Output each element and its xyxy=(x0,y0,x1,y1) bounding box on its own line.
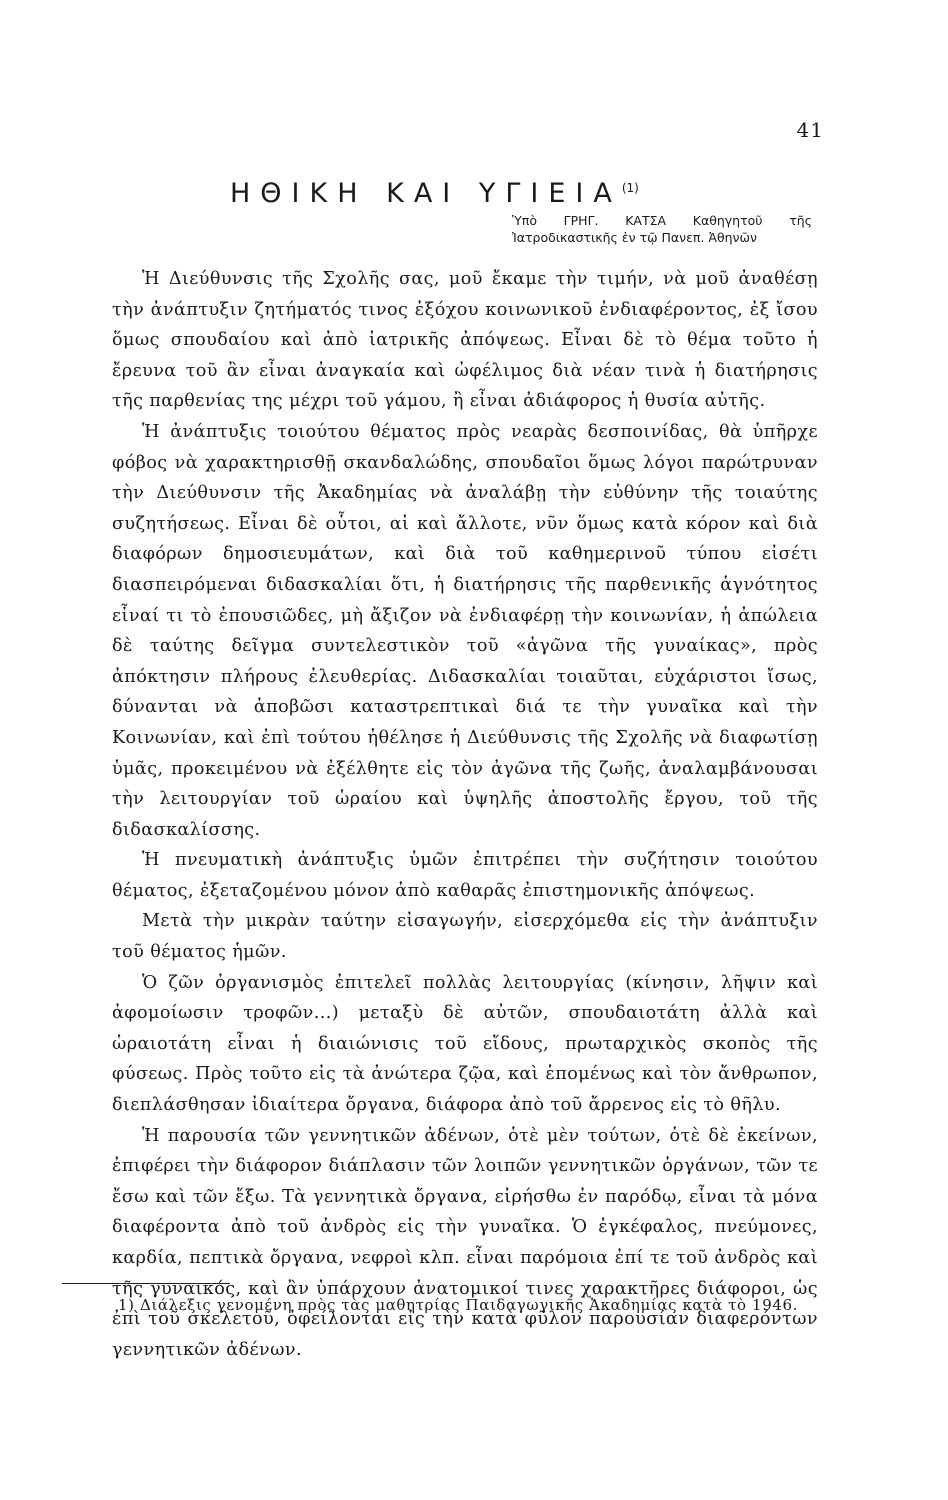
paragraph: Ἡ Διεύθυνσις τῆς Σχολῆς σας, μοῦ ἔκαμε τὴν τιμήν, νὰ μοῦ ἀναθέσῃ τὴν ἀνάπτυξιν ζητήματός τινος ἐξόχου κοινωνικοῦ ἐνδιαφέροντος, ἐξ ἴσου ὅμως σπουδαίου καὶ ἀπὸ ἰατρικῆς ἀπόψεως. Εἶναι δὲ τὸ θέμα τοῦτο ἡ ἔρευνα τοῦ ἂν εἶναι ἀναγκαία καὶ ὠφέλιμος διὰ νέαν τινὰ ἡ διατήρησις τῆς παρθενίας της μέχρι τοῦ γάμου, ἢ εἶναι ἀδιάφορος ἡ θυσία αὐτῆς. xyxy=(112,269,818,412)
author-byline: Ὑπὸ ΓΡΗΓ. ΚΑΤΣΑ Καθηγητοῦ τῆς Ἰατροδικαστικῆς ἐν τῷ Πανεπ. Ἀθηνῶν xyxy=(512,213,812,245)
footnote: 1) Διάλεξις γενομένη πρὸς τὰς μαθητρίας Παιδαγωγικῆς Ἀκαδημίας κατὰ τὸ 1946. xyxy=(118,1296,798,1314)
footnote-divider xyxy=(62,1283,230,1284)
paragraph: Μετὰ τὴν μικρὰν ταύτην εἰσαγωγήν, εἰσερχόμεθα εἰς τὴν ἀνάπτυξιν τοῦ θέματος ἡμῶν. xyxy=(112,911,818,963)
article-title-text: ΗΘΙΚΗ ΚΑΙ ΥΓΙΕΙΑ xyxy=(230,178,622,209)
page-number: 41 xyxy=(796,118,824,142)
paragraph: Ἡ παρουσία τῶν γεννητικῶν ἀδένων, ὁτὲ μὲν τούτων, ὁτὲ δὲ ἐκείνων, ἐπιφέρει τὴν διάφορον διάπλασιν τῶν λοιπῶν γεννητικῶν ὀργάνων, τῶν τε ἔσω καὶ τῶν ἔξω. Τὰ γεννητικὰ ὄργανα, εἰρήσθω ἐν παρόδῳ, εἶναι τὰ μόνα διαφέροντα ἀπὸ τοῦ ἀνδρὸς εἰς τὴν γυναῖκα. Ὁ ἐγκέφαλος, πνεύμονες, καρδία, πεπτικὰ ὄργανα, νεφροὶ κλπ. εἶναι παρόμοια ἐπί τε τοῦ ἀνδρὸς καὶ τῆς γυναικός, καὶ ἂν ὑπάρχουν ἀνατομικοί τινες χαρακτῆρες διάφοροι, ὡς ἐπὶ τοῦ σκελετοῦ, ὀφείλονται εἰς τὴν κατὰ φῦλον παρουσίαν διαφερόντων γεννητικῶν ἀδένων. xyxy=(112,1125,818,1360)
footnote-marker: (1) xyxy=(621,181,639,195)
paragraph: Ἡ πνευματικὴ ἀνάπτυξις ὑμῶν ἐπιτρέπει τὴν συζήτησιν τοιούτου θέματος, ἐξεταζομένου μόνον ἀπὸ καθαρᾶς ἐπιστημονικῆς ἀπόψεως. xyxy=(112,850,818,901)
article-title xyxy=(230,178,639,209)
article-body xyxy=(112,264,818,1365)
paragraph: Ἡ ἀνάπτυξις τοιούτου θέματος πρὸς νεαρὰς δεσποινίδας, θὰ ὑπῆρχε φόβος νὰ χαρακτηρισθῇ σκανδαλώδης, σπουδαῖοι ὅμως λόγοι παρώτρυναν τὴν Διεύθυνσιν τῆς Ἀκαδημίας νὰ ἀναλάβῃ τὴν εὐθύνην τῆς τοιαύτης συζητήσεως. Εἶναι δὲ οὗτοι, αἱ καὶ ἄλλοτε, νῦν ὅμως κατὰ κόρον καὶ διὰ διαφόρων δημοσιευμάτων, καὶ διὰ τοῦ καθημερινοῦ τύπου εἰσέτι διασπειρόμεναι διδασκαλίαι ὅτι, ἡ διατήρησις τῆς παρθενικῆς ἁγνότητος εἶναί τι τὸ ἐπουσιῶδες, μὴ ἄξιζον νὰ ἐνδιαφέρῃ τὴν κοινωνίαν, ἡ ἀπώλεια δὲ ταύτης δεῖγμα συντελεστικὸν τοῦ «ἀγῶνα τῆς γυναίκας», πρὸς ἀπόκτησιν πλήρους ἐλευθερίας. Διδασκαλίαι τοιαῦται, εὐχάριστοι ἴσως, δύνανται νὰ ἀποβῶσι καταστρεπτικαὶ διά τε τὴν γυναῖκα καὶ τὴν Κοινωνίαν, καὶ ἐπὶ τούτου ἠθέλησε ἡ Διεύθυνσις τῆς Σχολῆς νὰ διαφωτίσῃ ὑμᾶς, προκειμένου νὰ ἐξέλθητε εἰς τὸν ἀγῶνα τῆς ζωῆς, ἀναλαμβάνουσαι τὴν λειτουργίαν τοῦ ὡραίου καὶ ὑψηλῆς ἀποστολῆς ἔργου, τοῦ τῆς διδασκαλίσσης. xyxy=(112,421,818,840)
paragraph: Ὁ ζῶν ὀργανισμὸς ἐπιτελεῖ πολλὰς λειτουργίας (κίνησιν, λῆψιν καὶ ἀφομοίωσιν τροφῶν...) μεταξὺ δὲ αὐτῶν, σπουδαιοτάτη ἀλλὰ καὶ ὡραιοτάτη εἶναι ἡ διαιώνισις τοῦ εἴδους, πρωταρχικὸς σκοπὸς τῆς φύσεως. Πρὸς τοῦτο εἰς τὰ ἀνώτερα ζῷα, καὶ ἑπομένως καὶ τὸν ἄνθρωπον, διεπλάσθησαν ἰδιαίτερα ὄργανα, διάφορα ἀπὸ τοῦ ἄρρενος εἰς τὸ θῆλυ. xyxy=(112,972,818,1116)
